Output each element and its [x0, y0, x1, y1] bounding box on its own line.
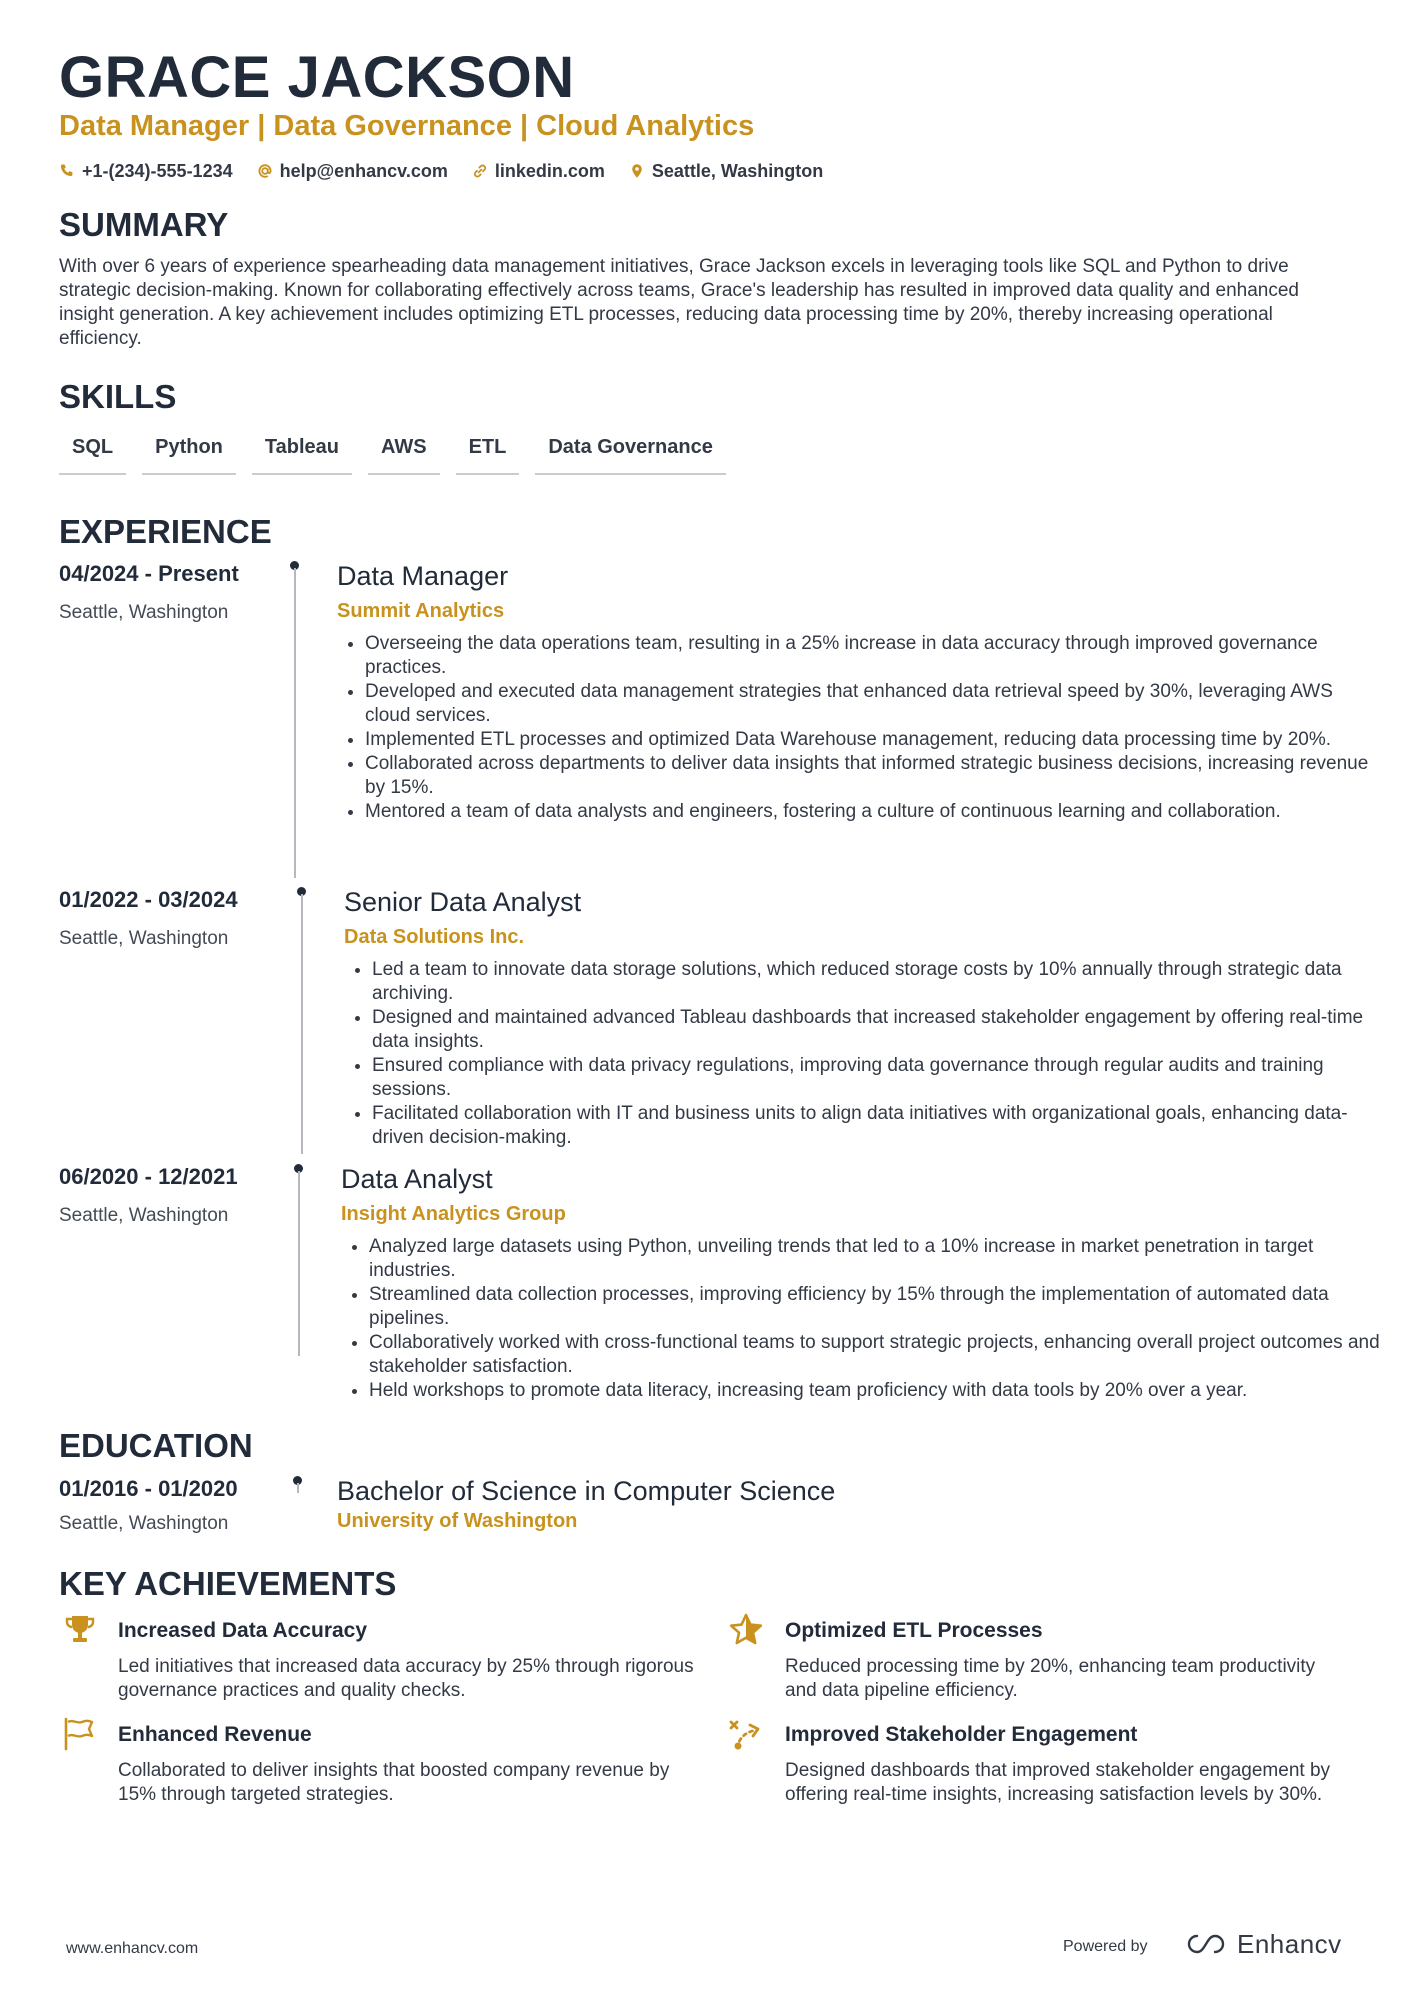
skills-heading: SKILLS [59, 378, 177, 415]
list-item: • Led a team to innovate data storage solutions, which reduced storage costs by 10% annually through strategic data archiving. [372, 958, 1372, 1006]
brand-name: Enhancv [1237, 1929, 1342, 1959]
skill-tag: Data Governance [535, 432, 726, 475]
candidate-title: Data Manager | Data Governance | Cloud Analytics [59, 110, 755, 142]
list-item: • Overseeing the data operations team, resulting in a 25% increase in data accuracy through improved governance practices. [365, 632, 1375, 680]
contact-linkedin[interactable] [472, 158, 605, 184]
skill-tag: SQL [59, 432, 126, 475]
contact-phone-text: +1-(234)-555-1234 [82, 161, 233, 181]
contact-email[interactable] [257, 158, 448, 184]
trophy-icon [62, 1612, 98, 1648]
education-degree: Bachelor of Science in Computer Science [337, 1476, 836, 1506]
job-company: Data Solutions Inc. [344, 926, 525, 948]
summary-heading: SUMMARY [59, 206, 229, 243]
achievement-title: Increased Data Accuracy [118, 1619, 368, 1642]
job-company: Summit Analytics [337, 600, 505, 622]
timeline-line [294, 568, 296, 878]
at-icon [257, 163, 273, 179]
job-company: Insight Analytics Group [341, 1203, 566, 1225]
link-icon [472, 163, 488, 179]
contact-bar [59, 158, 823, 184]
list-item: • Developed and executed data management strategies that enhanced data retrieval speed by 30%, leveraging AWS cloud services. [365, 680, 1375, 728]
list-item: • Mentored a team of data analysts and engineers, fostering a culture of continuous learning and collaboration. [365, 800, 1375, 824]
job-dates: 04/2024 - Present [59, 561, 239, 586]
education-heading: EDUCATION [59, 1427, 253, 1464]
list-item: • Ensured compliance with data privacy regulations, improving data governance through regular audits and training sessions. [372, 1054, 1372, 1102]
list-item: • Collaborated across departments to deliver data insights that informed strategic business decisions, increasing revenue by 15%. [365, 752, 1375, 800]
job-bullets [341, 1235, 1389, 1403]
contact-location-text: Seattle, Washington [651, 161, 824, 181]
achievement-desc: Collaborated to deliver insights that boosted company revenue by 15% through targeted strategies. [118, 1760, 670, 1805]
contact-location [629, 158, 823, 184]
skill-tag: AWS [368, 432, 440, 475]
job-location: Seattle, Washington [59, 928, 229, 949]
skill-tag: ETL [456, 432, 520, 475]
candidate-name: GRACE JACKSON [59, 45, 575, 110]
job-location: Seattle, Washington [59, 602, 229, 623]
achievements-heading: KEY ACHIEVEMENTS [59, 1565, 397, 1602]
list-item: • Designed and maintained advanced Tableau dashboards that increased stakeholder engagement by offering real-time data insights. [372, 1006, 1372, 1054]
job-bullets [344, 958, 1372, 1150]
strategy-icon [728, 1716, 764, 1752]
timeline-line [297, 1483, 299, 1493]
achievement-title: Optimized ETL Processes [785, 1619, 1043, 1642]
job-role: Senior Data Analyst [344, 887, 582, 917]
location-pin-icon [629, 163, 645, 179]
phone-icon [59, 163, 75, 179]
job-location: Seattle, Washington [59, 1205, 229, 1226]
job-dates: 06/2020 - 12/2021 [59, 1164, 238, 1189]
timeline-line [298, 1171, 300, 1356]
experience-heading: EXPERIENCE [59, 513, 272, 550]
job-dates: 01/2022 - 03/2024 [59, 887, 238, 912]
contact-email-text: help@enhancv.com [279, 161, 448, 181]
skills-list [59, 432, 726, 475]
footer-url[interactable]: www.enhancv.com [66, 1940, 199, 1957]
achievement-desc: Led initiatives that increased data accuracy by 25% through rigorous governance practices and quality checks. [118, 1656, 694, 1701]
job-role: Data Analyst [341, 1164, 493, 1194]
skill-tag: Tableau [252, 432, 352, 475]
contact-linkedin-text: linkedin.com [494, 161, 605, 181]
list-item: • Streamlined data collection processes, improving efficiency by 15% through the implementation of automated data pipelines. [369, 1283, 1389, 1331]
list-item: • Held workshops to promote data literacy, increasing team proficiency with data tools by 20% over a year. [369, 1379, 1389, 1403]
achievement-desc: Reduced processing time by 20%, enhancing team productivity and data pipeline efficiency. [785, 1656, 1316, 1701]
education-dates: 01/2016 - 01/2020 [59, 1476, 238, 1501]
flag-icon [62, 1716, 98, 1752]
education-location: Seattle, Washington [59, 1513, 229, 1534]
job-role: Data Manager [337, 561, 509, 591]
achievement-title: Improved Stakeholder Engagement [785, 1723, 1138, 1746]
timeline-line [301, 894, 303, 1154]
list-item: • Collaboratively worked with cross-functional teams to support strategic projects, enhancing overall project outcomes and stakeholder satisfaction. [369, 1331, 1389, 1379]
enhancv-logo-icon [1183, 1931, 1229, 1957]
list-item: • Implemented ETL processes and optimized Data Warehouse management, reducing data processing time by 20%. [365, 728, 1375, 752]
list-item: • Facilitated collaboration with IT and business units to align data initiatives with organizational goals, enhancing data-driven decision-making. [372, 1102, 1372, 1150]
list-item: • Analyzed large datasets using Python, unveiling trends that led to a 10% increase in market penetration in target industries. [369, 1235, 1389, 1283]
summary-text: With over 6 years of experience spearheading data management initiatives, Grace Jackson excels in leveraging tools like SQL and Python to drive strategic decision-making. Known for collaborating effectively across teams, Grace's leadership has resulted in improved data quality and enhanced insight generation. A key achievement includes optimizing ETL processes, reducing data processing time by 20%, thereby increasing operational efficiency. [59, 256, 1300, 349]
brand-logo[interactable] [1183, 1928, 1342, 1960]
education-school: University of Washington [337, 1510, 578, 1532]
powered-by-label: Powered by [1063, 1938, 1148, 1955]
achievement-desc: Designed dashboards that improved stakeholder engagement by offering real-time insights, increasing satisfaction levels by 30%. [785, 1760, 1331, 1805]
achievement-title: Enhanced Revenue [118, 1723, 312, 1746]
contact-phone[interactable] [59, 158, 233, 184]
skill-tag: Python [142, 432, 236, 475]
job-bullets [337, 632, 1375, 824]
star-icon [728, 1612, 764, 1648]
